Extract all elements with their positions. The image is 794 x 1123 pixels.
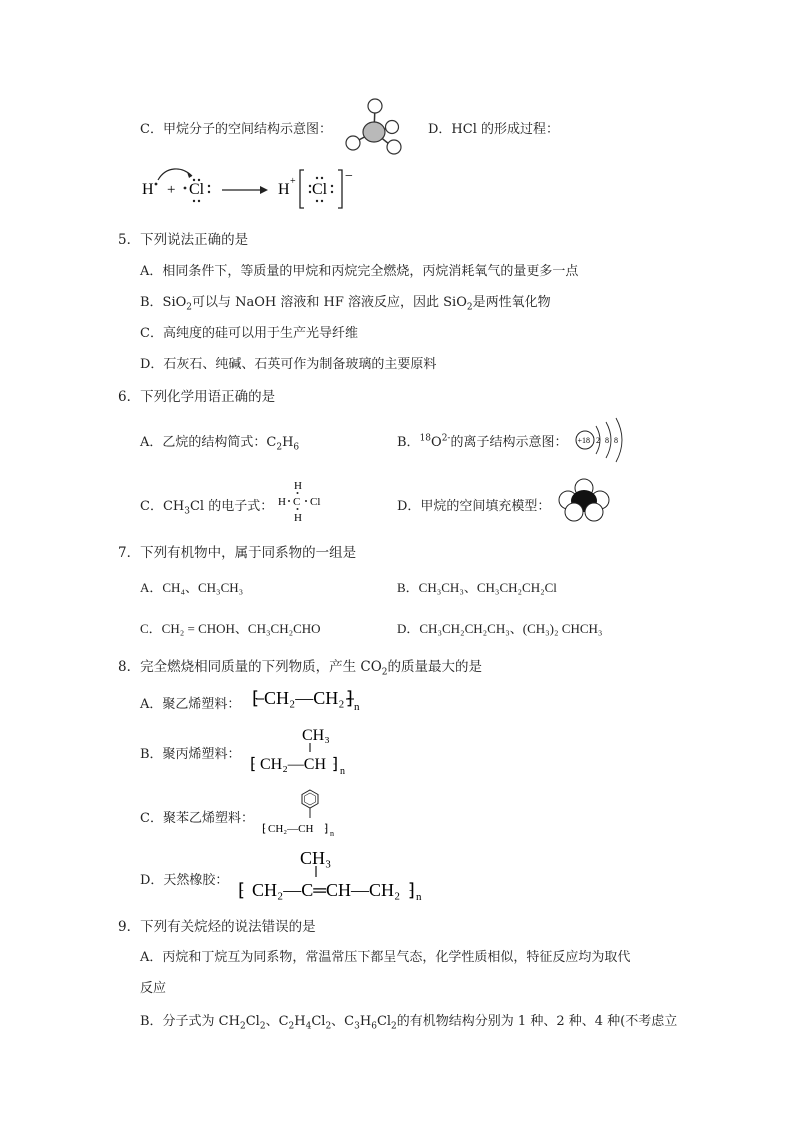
hcl-right-cl: Cl <box>312 181 328 198</box>
hcl-left-cl: Cl <box>189 181 205 198</box>
q9-option-a-line2: 反应 <box>140 981 167 996</box>
methane-ball-stick-model <box>340 96 410 156</box>
q9-option-a-line1: A．丙烷和丁烷互为同系物，常温常压下都呈气态，化学性质相似，特征反应均为取代 <box>140 950 631 965</box>
ion-shell-2: 8 <box>605 436 609 445</box>
q8-stem: 8．完全燃烧相同质量的下列物质，产生 $CO_2$的质量最大的是 <box>118 659 483 678</box>
hcl-plus: + <box>167 182 176 198</box>
polypropylene-n: n <box>340 766 345 776</box>
q6-stem: 6．下列化学用语正确的是 <box>118 389 276 405</box>
q4-option-c-label: C．甲烷分子的空间结构示意图： <box>140 122 332 137</box>
hcl-formation-diagram <box>140 164 360 210</box>
polypropylene-formula <box>250 724 360 776</box>
lewis-h-top: H <box>294 480 302 492</box>
svg-text:⁅: ⁅ <box>252 688 260 708</box>
q6-option-b: B．$^{18}O^{2-}$的离子结构示意图： <box>397 433 568 450</box>
ion-structure-diagram <box>574 416 632 466</box>
ch3cl-lewis-structure <box>276 476 336 526</box>
svg-text:⁆: ⁆ <box>346 688 354 708</box>
q6-option-a: A．乙烷的结构简式：$C_2H_6$ <box>140 435 300 453</box>
q5-stem: 5．下列说法正确的是 <box>118 232 249 248</box>
svg-text:⁆: ⁆ <box>324 823 329 835</box>
svg-text:⁅: ⁅ <box>250 756 257 773</box>
q5-option-d: D．石灰石、纯碱、石英可作为制备玻璃的主要原料 <box>140 357 437 372</box>
polypropylene-ch3: CH₃ <box>302 727 330 744</box>
svg-text:⁅: ⁅ <box>238 880 246 900</box>
polyethylene-formula <box>250 682 370 716</box>
methane-space-filling-model <box>558 478 610 524</box>
q4-option-d-label: D．HCl 的形成过程： <box>428 122 559 137</box>
polyethylene-n: n <box>354 701 360 713</box>
natural-rubber-n: n <box>416 891 422 903</box>
lewis-c: C <box>293 496 301 508</box>
polystyrene-formula <box>262 786 352 840</box>
q9-option-b: B．分子式为 $CH_2Cl_2$、$C_2H_4Cl_2$、$C_3H_6Cl_2$的有机物结构分别为 1 种、2 种、4 种(不考虑立 <box>140 1014 678 1032</box>
polystyrene-n: n <box>330 829 334 838</box>
q7-option-c: C．CH₂ = CHOH、CH₃CH₂CHO <box>140 621 321 636</box>
q8-option-a-label: A．聚乙烯塑料： <box>140 697 241 712</box>
q9-stem: 9．下列有关烷烃的说法错误的是 <box>118 919 316 935</box>
hcl-right-h: H <box>278 181 290 198</box>
ion-nucleus-charge: +18 <box>577 436 591 445</box>
natural-rubber-ch3: CH₃ <box>300 848 332 868</box>
q8-option-d-label: D．天然橡胶： <box>140 873 229 888</box>
svg-text:⁆: ⁆ <box>332 756 339 773</box>
natural-rubber-formula <box>238 842 438 904</box>
polypropylene-repeat-unit: CH₂—CH <box>260 756 327 773</box>
q5-option-a: A．相同条件下，等质量的甲烷和丙烷完全燃烧，丙烷消耗氧气的量更多一点 <box>140 264 579 279</box>
polyethylene-repeat-unit: CH₂—CH₂ <box>264 688 345 708</box>
hcl-right-charge: − <box>345 169 353 184</box>
q7-option-b: B．CH₃CH₃、CH₃CH₂CH₂Cl <box>397 580 557 595</box>
natural-rubber-repeat-unit: CH₂—C═CH—CH₂ <box>252 880 401 900</box>
lewis-h-left: H <box>278 496 286 508</box>
q7-stem: 7．下列有机物中，属于同系物的一组是 <box>118 545 357 561</box>
hcl-right-h-charge: + <box>290 176 296 187</box>
q5-option-c: C．高纯度的硅可以用于生产光导纤维 <box>140 326 358 341</box>
q5-option-b: B．SiO$_2$可以与 NaOH 溶液和 HF 溶液反应，因此 SiO$_2$是两性氧化物 <box>140 295 551 313</box>
polystyrene-repeat-unit: CH₂—CH <box>268 823 314 835</box>
q6-option-c: C．$CH_3Cl$ 的电子式： <box>140 499 274 517</box>
lewis-h-bottom: H <box>294 512 302 524</box>
ion-shell-1: 2 <box>596 436 600 445</box>
lewis-cl: Cl <box>310 496 321 508</box>
q7-option-a: A．CH₄、CH₃CH₃ <box>140 580 244 595</box>
q6-option-d: D．甲烷的空间填充模型： <box>397 499 551 514</box>
q7-option-d: D．CH₃CH₂CH₂CH₃、(CH₃)₂ CHCH₃ <box>397 621 603 636</box>
svg-text:⁆: ⁆ <box>408 880 416 900</box>
svg-text:⁅: ⁅ <box>262 823 267 835</box>
ion-shell-3: 8 <box>614 436 618 445</box>
q8-option-b-label: B．聚丙烯塑料： <box>140 747 241 762</box>
hcl-left-h: H <box>142 181 154 198</box>
q8-option-c-label: C．聚苯乙烯塑料： <box>140 811 254 826</box>
